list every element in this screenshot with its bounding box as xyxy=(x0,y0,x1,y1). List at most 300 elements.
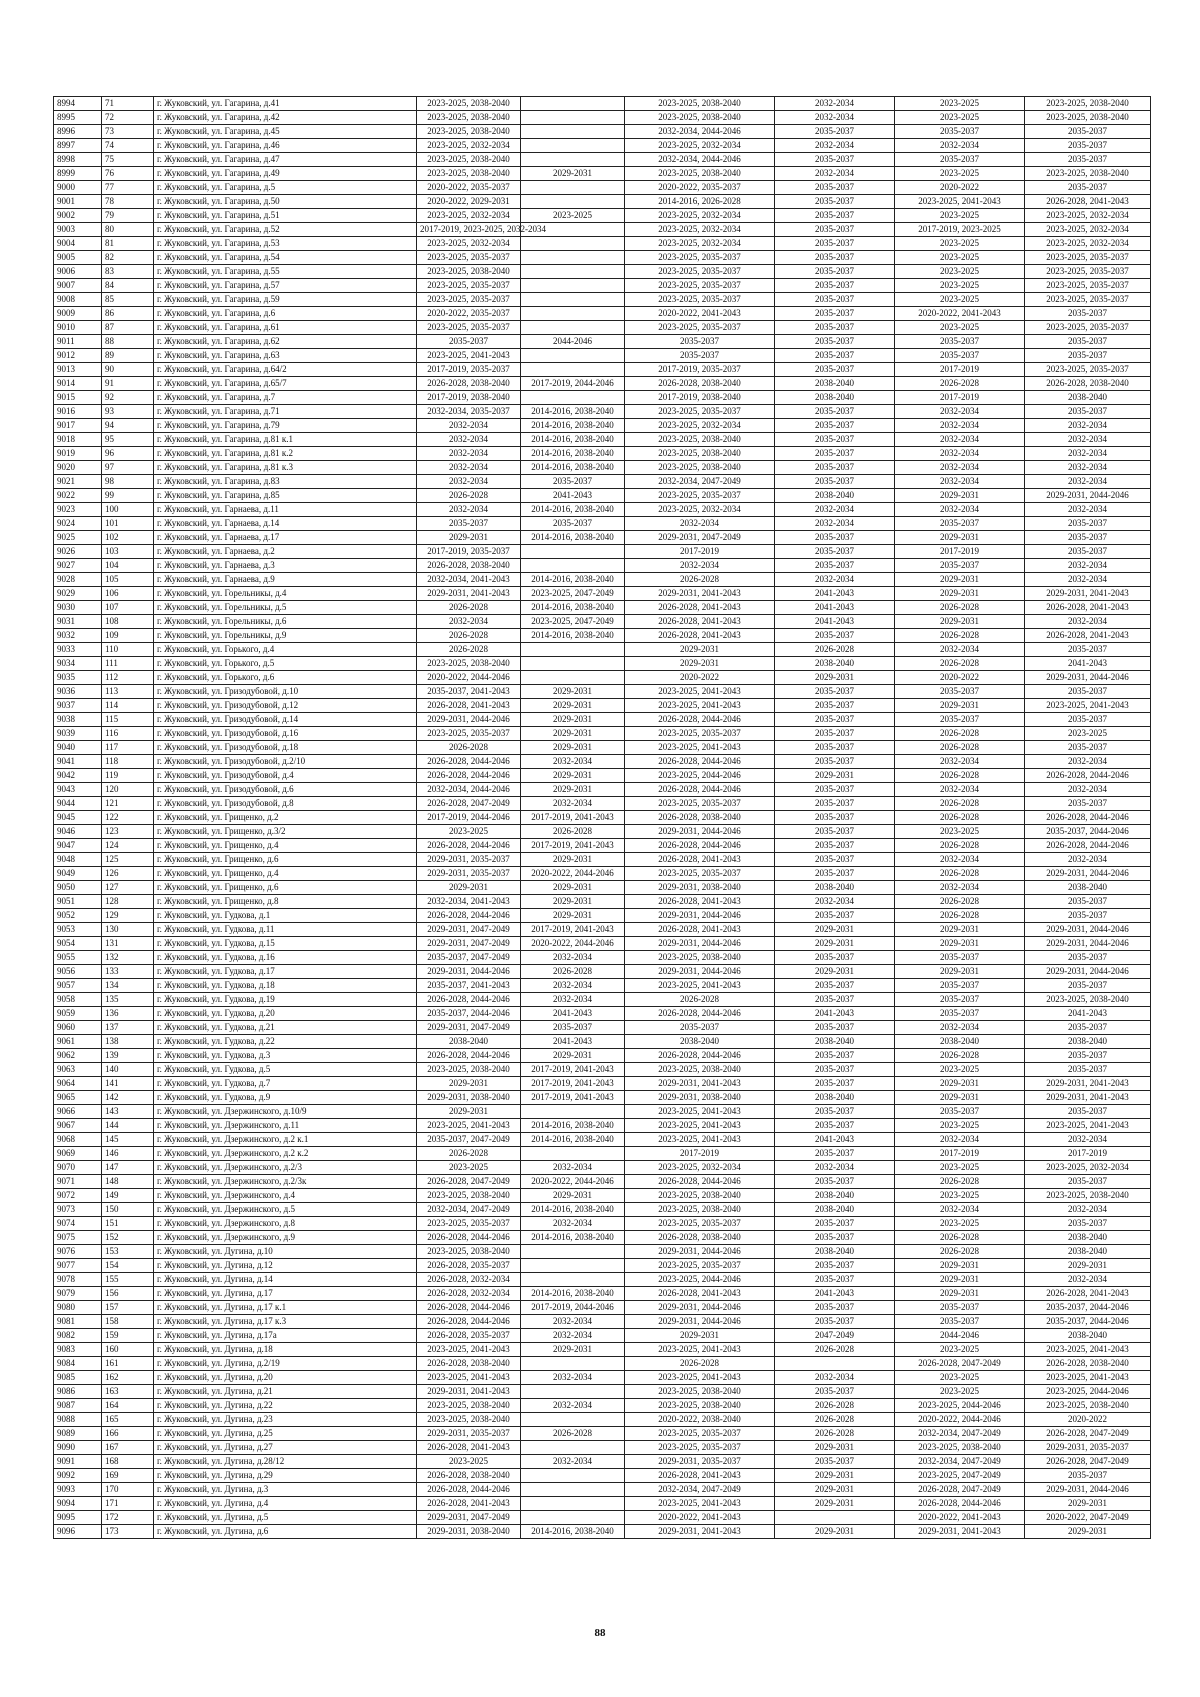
period-cell-6: 2035-2037 xyxy=(1025,1469,1151,1483)
period-cell-1: 2023-2025 xyxy=(417,1455,521,1469)
row-id-cell: 9073 xyxy=(54,1203,102,1217)
address-cell: г. Жуковский, ул. Горельникы, д.4 xyxy=(154,587,417,601)
period-cell-3: 2023-2025, 2035-2037 xyxy=(625,797,775,811)
row-number-cell: 77 xyxy=(102,181,154,195)
period-cell-6: 2035-2037 xyxy=(1025,909,1151,923)
period-cell-1: 2032-2034 xyxy=(417,433,521,447)
table-row xyxy=(54,811,1151,825)
row-number-cell: 129 xyxy=(102,909,154,923)
period-cell-6: 2023-2025, 2032-2034 xyxy=(1025,1161,1151,1175)
period-cell-4: 2041-2043 xyxy=(775,1287,895,1301)
period-cell-3: 2026-2028, 2041-2043 xyxy=(625,601,775,615)
row-number-cell: 126 xyxy=(102,867,154,881)
table-row xyxy=(54,1497,1151,1511)
row-id-cell: 9041 xyxy=(54,755,102,769)
period-cell-6: 2026-2028, 2044-2046 xyxy=(1025,839,1151,853)
period-cell-6: 2035-2037 xyxy=(1025,1049,1151,1063)
table-row xyxy=(54,1231,1151,1245)
period-cell-6: 2038-2040 xyxy=(1025,881,1151,895)
period-cell-4: 2035-2037 xyxy=(775,251,895,265)
period-cell-2: 2017-2019, 2041-2043 xyxy=(521,923,625,937)
period-cell-4: 2035-2037 xyxy=(775,713,895,727)
period-cell-6: 2032-2034 xyxy=(1025,419,1151,433)
row-id-cell: 9082 xyxy=(54,1329,102,1343)
row-number-cell: 75 xyxy=(102,153,154,167)
period-cell-5: 2026-2028, 2047-2049 xyxy=(895,1483,1025,1497)
period-cell-5: 2023-2025, 2047-2049 xyxy=(895,1469,1025,1483)
period-cell-4: 2035-2037 xyxy=(775,1301,895,1315)
period-cell-6: 2029-2031, 2041-2043 xyxy=(1025,1077,1151,1091)
period-cell-1: 2017-2019, 2035-2037 xyxy=(417,363,521,377)
address-cell: г. Жуковский, ул. Грищенко, д.4 xyxy=(154,867,417,881)
period-cell-2: 2017-2019, 2041-2043 xyxy=(521,1063,625,1077)
period-cell-6: 2023-2025, 2035-2037 xyxy=(1025,265,1151,279)
period-cell-1: 2026-2028, 2038-2040 xyxy=(417,1357,521,1371)
period-cell-6: 2023-2025, 2041-2043 xyxy=(1025,1343,1151,1357)
period-cell-4: 2032-2034 xyxy=(775,1371,895,1385)
period-cell-4: 2032-2034 xyxy=(775,111,895,125)
period-cell-5: 2017-2019, 2023-2025 xyxy=(895,223,1025,237)
period-cell-3: 2023-2025, 2041-2043 xyxy=(625,1497,775,1511)
period-cell-6: 2026-2028, 2047-2049 xyxy=(1025,1455,1151,1469)
period-cell-4: 2032-2034 xyxy=(775,895,895,909)
period-cell-6: 2032-2034 xyxy=(1025,755,1151,769)
period-cell-5: 2026-2028 xyxy=(895,1231,1025,1245)
period-cell-2: 2017-2019, 2041-2043 xyxy=(521,1091,625,1105)
period-cell-4: 2035-2037 xyxy=(775,1147,895,1161)
row-id-cell: 9093 xyxy=(54,1483,102,1497)
row-id-cell: 9005 xyxy=(54,251,102,265)
row-id-cell: 9064 xyxy=(54,1077,102,1091)
address-cell: г. Жуковский, ул. Дзержинского, д.4 xyxy=(154,1189,417,1203)
period-cell-2: 2023-2025, 2047-2049 xyxy=(521,615,625,629)
period-cell-3: 2023-2025, 2038-2040 xyxy=(625,97,775,111)
period-cell-2: 2014-2016, 2038-2040 xyxy=(521,433,625,447)
table-row xyxy=(54,279,1151,293)
table-row xyxy=(54,1385,1151,1399)
period-cell-4: 2035-2037 xyxy=(775,853,895,867)
address-cell: г. Жуковский, ул. Дугина, д.17 к.1 xyxy=(154,1301,417,1315)
period-cell-1: 2032-2034 xyxy=(417,447,521,461)
row-number-cell: 122 xyxy=(102,811,154,825)
period-cell-6: 2035-2037 xyxy=(1025,1217,1151,1231)
period-cell-3: 2026-2028, 2041-2043 xyxy=(625,1469,775,1483)
period-cell-4: 2035-2037 xyxy=(775,223,895,237)
period-cell-6: 2038-2040 xyxy=(1025,1245,1151,1259)
period-cell-1: 2026-2028, 2044-2046 xyxy=(417,1049,521,1063)
row-id-cell: 9086 xyxy=(54,1385,102,1399)
period-cell-4: 2035-2037 xyxy=(775,265,895,279)
period-cell-1: 2026-2028 xyxy=(417,629,521,643)
period-cell-1: 2029-2031, 2035-2037 xyxy=(417,1427,521,1441)
period-cell-6: 2029-2031 xyxy=(1025,1259,1151,1273)
period-cell-5: 2029-2031 xyxy=(895,699,1025,713)
period-cell-3: 2026-2028, 2044-2046 xyxy=(625,783,775,797)
row-number-cell: 99 xyxy=(102,489,154,503)
row-id-cell: 9032 xyxy=(54,629,102,643)
period-cell-4: 2029-2031 xyxy=(775,1483,895,1497)
period-cell-6: 2029-2031, 2044-2046 xyxy=(1025,965,1151,979)
table-row xyxy=(54,447,1151,461)
row-number-cell: 79 xyxy=(102,209,154,223)
table-row xyxy=(54,1455,1151,1469)
period-cell-2: 2032-2034 xyxy=(521,1399,625,1413)
period-cell-3: 2035-2037 xyxy=(625,1021,775,1035)
table-row xyxy=(54,153,1151,167)
period-cell-1: 2035-2037, 2041-2043 xyxy=(417,979,521,993)
address-cell: г. Жуковский, ул. Дугина, д.3 xyxy=(154,1483,417,1497)
period-cell-2: 2014-2016, 2038-2040 xyxy=(521,405,625,419)
row-id-cell: 9026 xyxy=(54,545,102,559)
period-cell-3: 2023-2025, 2035-2037 xyxy=(625,321,775,335)
row-id-cell: 9074 xyxy=(54,1217,102,1231)
period-cell-6: 2032-2034 xyxy=(1025,573,1151,587)
period-cell-4: 2035-2037 xyxy=(775,321,895,335)
table-row xyxy=(54,489,1151,503)
address-cell: г. Жуковский, ул. Дзержинского, д.2 к.2 xyxy=(154,1147,417,1161)
row-number-cell: 123 xyxy=(102,825,154,839)
period-cell-1: 2032-2034, 2041-2043 xyxy=(417,895,521,909)
period-cell-4: 2035-2037 xyxy=(775,461,895,475)
row-number-cell: 104 xyxy=(102,559,154,573)
period-cell-2: 2035-2037 xyxy=(521,517,625,531)
period-cell-3: 2029-2031, 2047-2049 xyxy=(625,531,775,545)
address-cell: г. Жуковский, ул. Гризодубовой, д.16 xyxy=(154,727,417,741)
table-row xyxy=(54,1525,1151,1539)
table-row xyxy=(54,475,1151,489)
period-cell-5: 2029-2031 xyxy=(895,937,1025,951)
row-number-cell: 130 xyxy=(102,923,154,937)
period-cell-3: 2023-2025, 2038-2040 xyxy=(625,951,775,965)
period-cell-1: 2026-2028, 2047-2049 xyxy=(417,1175,521,1189)
row-id-cell: 9077 xyxy=(54,1259,102,1273)
period-cell-1: 2029-2031, 2038-2040 xyxy=(417,1525,521,1539)
period-cell-6: 2023-2025, 2041-2043 xyxy=(1025,1371,1151,1385)
row-id-cell: 9001 xyxy=(54,195,102,209)
period-cell-1: 2026-2028, 2038-2040 xyxy=(417,1469,521,1483)
period-cell-5: 2035-2037 xyxy=(895,979,1025,993)
period-cell-6: 2035-2037, 2044-2046 xyxy=(1025,1301,1151,1315)
period-cell-1: 2023-2025 xyxy=(417,825,521,839)
address-cell: г. Жуковский, ул. Горького, д.6 xyxy=(154,671,417,685)
period-cell-6: 2038-2040 xyxy=(1025,1035,1151,1049)
period-cell-6: 2035-2037, 2044-2046 xyxy=(1025,1315,1151,1329)
period-cell-5: 2023-2025 xyxy=(895,1371,1025,1385)
period-cell-3: 2023-2025, 2035-2037 xyxy=(625,727,775,741)
period-cell-2 xyxy=(521,1259,625,1273)
period-cell-3: 2023-2025, 2035-2037 xyxy=(625,867,775,881)
period-cell-3: 2023-2025, 2041-2043 xyxy=(625,741,775,755)
row-number-cell: 120 xyxy=(102,783,154,797)
period-cell-1: 2023-2025, 2035-2037 xyxy=(417,293,521,307)
period-cell-2 xyxy=(521,265,625,279)
period-cell-5: 2044-2046 xyxy=(895,1329,1025,1343)
period-cell-1: 2029-2031, 2038-2040 xyxy=(417,1091,521,1105)
period-cell-3: 2026-2028, 2041-2043 xyxy=(625,923,775,937)
table-row xyxy=(54,727,1151,741)
period-cell-4: 2026-2028 xyxy=(775,1343,895,1357)
row-id-cell: 9052 xyxy=(54,909,102,923)
period-cell-4: 2035-2037 xyxy=(775,811,895,825)
period-cell-3: 2029-2031, 2044-2046 xyxy=(625,825,775,839)
period-cell-6: 2035-2037 xyxy=(1025,139,1151,153)
period-cell-4: 2026-2028 xyxy=(775,1413,895,1427)
row-id-cell: 9042 xyxy=(54,769,102,783)
period-cell-2: 2032-2034 xyxy=(521,979,625,993)
address-cell: г. Жуковский, ул. Гагарина, д.51 xyxy=(154,209,417,223)
address-cell: г. Жуковский, ул. Дзержинского, д.8 xyxy=(154,1217,417,1231)
period-cell-3: 2023-2025, 2035-2037 xyxy=(625,1259,775,1273)
period-cell-3: 2026-2028, 2038-2040 xyxy=(625,1231,775,1245)
period-cell-3: 2026-2028, 2044-2046 xyxy=(625,1049,775,1063)
period-cell-3: 2020-2022, 2041-2043 xyxy=(625,307,775,321)
period-cell-5: 2029-2031 xyxy=(895,1091,1025,1105)
period-cell-2: 2035-2037 xyxy=(521,1021,625,1035)
period-cell-4: 2035-2037 xyxy=(775,1119,895,1133)
period-cell-6: 2029-2031 xyxy=(1025,1497,1151,1511)
period-cell-4 xyxy=(775,1357,895,1371)
row-id-cell: 9024 xyxy=(54,517,102,531)
table-row xyxy=(54,783,1151,797)
period-cell-1: 2023-2025, 2038-2040 xyxy=(417,1413,521,1427)
row-number-cell: 124 xyxy=(102,839,154,853)
period-cell-3: 2023-2025, 2035-2037 xyxy=(625,251,775,265)
period-cell-3: 2020-2022, 2038-2040 xyxy=(625,1413,775,1427)
period-cell-5: 2029-2031 xyxy=(895,1259,1025,1273)
period-cell-3: 2026-2028, 2038-2040 xyxy=(625,377,775,391)
table-row xyxy=(54,559,1151,573)
period-cell-2: 2014-2016, 2038-2040 xyxy=(521,461,625,475)
period-cell-1: 2023-2025, 2041-2043 xyxy=(417,349,521,363)
address-cell: г. Жуковский, ул. Гудкова, д.19 xyxy=(154,993,417,1007)
period-cell-6: 2035-2037 xyxy=(1025,1021,1151,1035)
row-id-cell: 9096 xyxy=(54,1525,102,1539)
period-cell-5: 2035-2037 xyxy=(895,1301,1025,1315)
table-row xyxy=(54,1441,1151,1455)
address-cell: г. Жуковский, ул. Гагарина, д.7 xyxy=(154,391,417,405)
period-cell-2: 2029-2031 xyxy=(521,769,625,783)
address-cell: г. Жуковский, ул. Гагарина, д.42 xyxy=(154,111,417,125)
row-id-cell: 9069 xyxy=(54,1147,102,1161)
period-cell-2: 2032-2034 xyxy=(521,1329,625,1343)
table-row xyxy=(54,503,1151,517)
row-number-cell: 141 xyxy=(102,1077,154,1091)
period-cell-4: 2035-2037 xyxy=(775,1021,895,1035)
period-cell-5: 2020-2022 xyxy=(895,181,1025,195)
period-cell-3: 2029-2031, 2038-2040 xyxy=(625,1091,775,1105)
row-id-cell: 9051 xyxy=(54,895,102,909)
address-cell: г. Жуковский, ул. Гарнаева, д.14 xyxy=(154,517,417,531)
period-cell-5: 2035-2037 xyxy=(895,685,1025,699)
table-row xyxy=(54,573,1151,587)
row-id-cell: 9087 xyxy=(54,1399,102,1413)
period-cell-5: 2023-2025 xyxy=(895,167,1025,181)
period-cell-1: 2026-2028, 2044-2046 xyxy=(417,755,521,769)
period-cell-5: 2032-2034 xyxy=(895,419,1025,433)
address-cell: г. Жуковский, ул. Гризодубовой, д.2/10 xyxy=(154,755,417,769)
row-id-cell: 9035 xyxy=(54,671,102,685)
period-cell-5: 2035-2037 xyxy=(895,335,1025,349)
period-cell-3: 2020-2022, 2035-2037 xyxy=(625,181,775,195)
address-cell: г. Жуковский, ул. Гудкова, д.3 xyxy=(154,1049,417,1063)
period-cell-1: 2035-2037 xyxy=(417,517,521,531)
period-cell-6: 2035-2037 xyxy=(1025,125,1151,139)
period-cell-5: 2026-2028 xyxy=(895,1245,1025,1259)
period-cell-4: 2038-2040 xyxy=(775,391,895,405)
address-cell: г. Жуковский, ул. Гагарина, д.6 xyxy=(154,307,417,321)
period-cell-1: 2026-2028, 2038-2040 xyxy=(417,377,521,391)
period-cell-5: 2035-2037 xyxy=(895,153,1025,167)
address-cell: г. Жуковский, ул. Гудкова, д.17 xyxy=(154,965,417,979)
period-cell-6: 2035-2037 xyxy=(1025,713,1151,727)
period-cell-4: 2035-2037 xyxy=(775,475,895,489)
address-cell: г. Жуковский, ул. Грищенко, д.4 xyxy=(154,839,417,853)
row-id-cell: 9007 xyxy=(54,279,102,293)
period-cell-6: 2032-2034 xyxy=(1025,503,1151,517)
period-cell-2: 2029-2031 xyxy=(521,1049,625,1063)
row-number-cell: 170 xyxy=(102,1483,154,1497)
period-cell-5: 2026-2028 xyxy=(895,769,1025,783)
period-cell-5: 2023-2025 xyxy=(895,1343,1025,1357)
period-cell-4: 2032-2034 xyxy=(775,1161,895,1175)
row-id-cell: 9091 xyxy=(54,1455,102,1469)
row-number-cell: 80 xyxy=(102,223,154,237)
row-number-cell: 138 xyxy=(102,1035,154,1049)
period-cell-1: 2032-2034 xyxy=(417,461,521,475)
period-cell-4: 2035-2037 xyxy=(775,1273,895,1287)
period-cell-5: 2032-2034 xyxy=(895,643,1025,657)
period-cell-5: 2023-2025 xyxy=(895,293,1025,307)
period-cell-5: 2023-2025 xyxy=(895,265,1025,279)
period-cell-5: 2029-2031 xyxy=(895,965,1025,979)
period-cell-1: 2026-2028, 2044-2046 xyxy=(417,769,521,783)
row-number-cell: 119 xyxy=(102,769,154,783)
table-row xyxy=(54,1413,1151,1427)
row-number-cell: 93 xyxy=(102,405,154,419)
address-cell: г. Жуковский, ул. Дзержинского, д.2/3 xyxy=(154,1161,417,1175)
period-cell-5: 2023-2025, 2038-2040 xyxy=(895,1441,1025,1455)
row-id-cell: 9068 xyxy=(54,1133,102,1147)
period-cell-4: 2029-2031 xyxy=(775,965,895,979)
row-id-cell: 9008 xyxy=(54,293,102,307)
row-id-cell: 9012 xyxy=(54,349,102,363)
row-number-cell: 157 xyxy=(102,1301,154,1315)
period-cell-5: 2035-2037 xyxy=(895,1105,1025,1119)
period-cell-5: 2029-2031 xyxy=(895,1077,1025,1091)
period-cell-5: 2029-2031, 2041-2043 xyxy=(895,1525,1025,1539)
row-number-cell: 117 xyxy=(102,741,154,755)
period-cell-5: 2020-2022, 2041-2043 xyxy=(895,307,1025,321)
row-number-cell: 137 xyxy=(102,1021,154,1035)
period-cell-2: 2029-2031 xyxy=(521,783,625,797)
period-cell-4: 2035-2037 xyxy=(775,1259,895,1273)
period-cell-5: 2023-2025 xyxy=(895,279,1025,293)
period-cell-5: 2029-2031 xyxy=(895,923,1025,937)
row-id-cell: 8997 xyxy=(54,139,102,153)
period-cell-4: 2035-2037 xyxy=(775,685,895,699)
period-cell-3: 2029-2031 xyxy=(625,1329,775,1343)
period-cell-2: 2014-2016, 2038-2040 xyxy=(521,419,625,433)
period-cell-1: 2026-2028, 2035-2037 xyxy=(417,1259,521,1273)
table-row xyxy=(54,895,1151,909)
address-cell: г. Жуковский, ул. Гагарина, д.64/2 xyxy=(154,363,417,377)
row-id-cell: 9078 xyxy=(54,1273,102,1287)
period-cell-3: 2023-2025, 2032-2034 xyxy=(625,503,775,517)
table-row xyxy=(54,839,1151,853)
period-cell-3: 2023-2025, 2035-2037 xyxy=(625,1441,775,1455)
period-cell-4: 2038-2040 xyxy=(775,1035,895,1049)
row-id-cell: 9030 xyxy=(54,601,102,615)
period-cell-3: 2029-2031, 2044-2046 xyxy=(625,909,775,923)
address-cell: г. Жуковский, ул. Гагарина, д.46 xyxy=(154,139,417,153)
period-cell-2 xyxy=(521,279,625,293)
period-cell-6: 2023-2025, 2038-2040 xyxy=(1025,993,1151,1007)
row-id-cell: 9085 xyxy=(54,1371,102,1385)
period-cell-1: 2029-2031 xyxy=(417,1105,521,1119)
period-cell-6: 2032-2034 xyxy=(1025,447,1151,461)
period-cell-3: 2023-2025, 2038-2040 xyxy=(625,461,775,475)
period-cell-4: 2038-2040 xyxy=(775,1091,895,1105)
address-cell: г. Жуковский, ул. Дугина, д.21 xyxy=(154,1385,417,1399)
address-cell: г. Жуковский, ул. Дугина, д.17 к.3 xyxy=(154,1315,417,1329)
row-number-cell: 161 xyxy=(102,1357,154,1371)
period-cell-6: 2032-2034 xyxy=(1025,559,1151,573)
period-cell-4: 2032-2034 xyxy=(775,573,895,587)
period-cell-1: 2029-2031, 2044-2046 xyxy=(417,965,521,979)
period-cell-3: 2029-2031, 2038-2040 xyxy=(625,881,775,895)
period-cell-3: 2023-2025, 2032-2034 xyxy=(625,237,775,251)
row-id-cell: 9079 xyxy=(54,1287,102,1301)
period-cell-5: 2017-2019 xyxy=(895,1147,1025,1161)
period-cell-1: 2029-2031, 2047-2049 xyxy=(417,1511,521,1525)
period-cell-2: 2029-2031 xyxy=(521,895,625,909)
period-cell-1: 2017-2019, 2035-2037 xyxy=(417,545,521,559)
period-cell-4: 2035-2037 xyxy=(775,1049,895,1063)
row-number-cell: 96 xyxy=(102,447,154,461)
period-cell-2: 2029-2031 xyxy=(521,713,625,727)
period-cell-2 xyxy=(521,657,625,671)
address-cell: г. Жуковский, ул. Гудкова, д.15 xyxy=(154,937,417,951)
row-number-cell: 142 xyxy=(102,1091,154,1105)
period-cell-2 xyxy=(521,97,625,111)
address-cell: г. Жуковский, ул. Дугина, д.10 xyxy=(154,1245,417,1259)
period-cell-2: 2035-2037 xyxy=(521,475,625,489)
period-cell-5: 2032-2034, 2047-2049 xyxy=(895,1427,1025,1441)
row-id-cell: 9062 xyxy=(54,1049,102,1063)
period-cell-2: 2032-2034 xyxy=(521,1217,625,1231)
period-cell-5: 2032-2034 xyxy=(895,139,1025,153)
period-cell-5: 2023-2025 xyxy=(895,97,1025,111)
address-cell: г. Жуковский, ул. Гагарина, д.65/7 xyxy=(154,377,417,391)
row-number-cell: 121 xyxy=(102,797,154,811)
period-cell-1: 2032-2034, 2035-2037 xyxy=(417,405,521,419)
period-cell-1: 2023-2025, 2038-2040 xyxy=(417,167,521,181)
period-cell-5: 2032-2034 xyxy=(895,755,1025,769)
period-cell-6: 2038-2040 xyxy=(1025,1329,1151,1343)
period-cell-1: 2017-2019, 2044-2046 xyxy=(417,811,521,825)
period-cell-2: 2014-2016, 2038-2040 xyxy=(521,1133,625,1147)
period-cell-4: 2041-2043 xyxy=(775,587,895,601)
period-cell-1: 2020-2022, 2029-2031 xyxy=(417,195,521,209)
period-cell-6: 2026-2028, 2041-2043 xyxy=(1025,601,1151,615)
address-cell: г. Жуковский, ул. Гагарина, д.83 xyxy=(154,475,417,489)
period-cell-1: 2029-2031, 2047-2049 xyxy=(417,937,521,951)
period-cell-4: 2029-2031 xyxy=(775,1497,895,1511)
row-id-cell: 9047 xyxy=(54,839,102,853)
period-cell-3: 2023-2025, 2041-2043 xyxy=(625,685,775,699)
row-id-cell: 8998 xyxy=(54,153,102,167)
period-cell-3: 2029-2031, 2044-2046 xyxy=(625,937,775,951)
